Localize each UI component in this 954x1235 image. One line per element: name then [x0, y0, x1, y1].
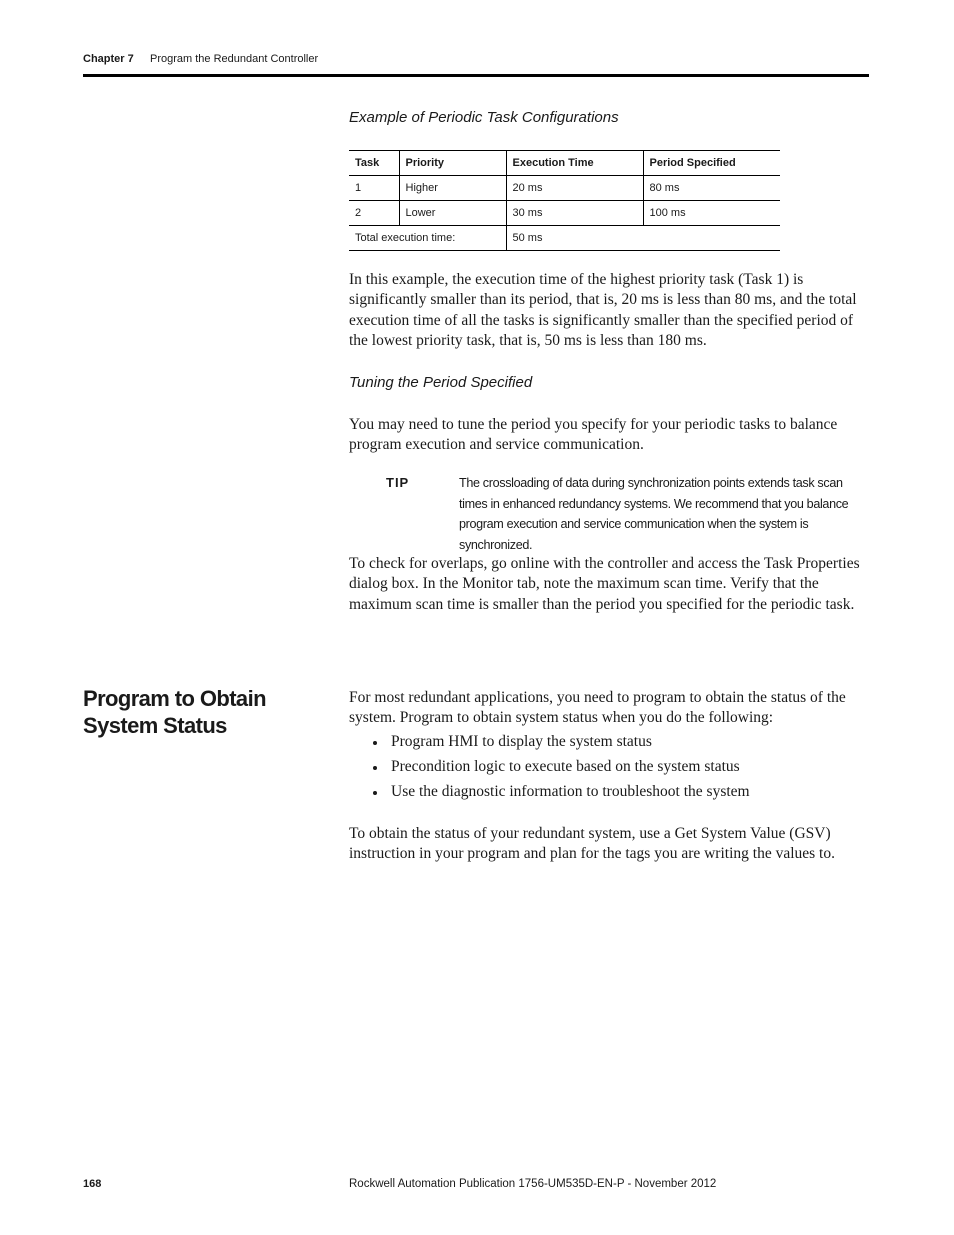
list-item-text: Precondition logic to execute based on the system status — [391, 758, 740, 775]
paragraph-text: For most redundant applications, you need to program to obtain the status of the system. Program to obtain system status when you do the following: — [349, 689, 846, 727]
table-cell: 2 — [349, 201, 399, 226]
paragraph-text: In this example, the execution time of the highest priority task (Task 1) is significantly smaller than its period, that is, 20 ms is less than 80 ms, and the total execution time of all the tasks is significantly smaller than the specified period of the lowest priority task, that is, 50 ms is less than 180 ms. — [349, 271, 857, 349]
total-label: Total execution time: — [349, 226, 506, 251]
paragraph-text: To check for overlaps, go online with the controller and access the Task Properties dialog box. In the Monitor tab, note the maximum scan time. Verify that the maximum scan time is smaller than the period you specified for the periodic task. — [349, 555, 860, 613]
body-paragraph — [349, 415, 869, 456]
table-cell: 20 ms — [506, 176, 643, 201]
col-header-priority: Priority — [399, 151, 506, 176]
paragraph-text: To obtain the status of your redundant system, use a Get System Value (GSV) instruction in your program and plan for the tags you are writing the values to. — [349, 825, 835, 863]
total-value: 50 ms — [506, 226, 780, 251]
bullet-icon — [373, 741, 377, 745]
list-item — [370, 757, 870, 782]
subheading: Tuning the Period Specified — [349, 374, 533, 391]
list-item — [370, 732, 870, 757]
chapter-label: Chapter 7 — [83, 53, 134, 65]
bullet-icon — [373, 791, 377, 795]
publication-info: Rockwell Automation Publication 1756-UM535D-EN-P - November 2012 — [349, 1178, 717, 1190]
table-header-row — [349, 151, 780, 176]
paragraph-text: You may need to tune the period you specify for your periodic tasks to balance program execution and service communication. — [349, 416, 838, 454]
table-row — [349, 201, 780, 226]
body-paragraph — [349, 270, 869, 351]
section-intro — [349, 688, 869, 729]
table-cell: 100 ms — [643, 201, 780, 226]
section-closing — [349, 824, 869, 865]
page-number: 168 — [83, 1178, 102, 1190]
table-cell: Higher — [399, 176, 506, 201]
table-caption: Example of Periodic Task Configurations — [349, 109, 619, 126]
body-paragraph — [349, 554, 869, 615]
section-heading: Program to Obtain System Status — [83, 686, 266, 738]
periodic-task-table — [349, 150, 780, 251]
table-cell: 30 ms — [506, 201, 643, 226]
col-header-period-specified: Period Specified — [643, 151, 780, 176]
table-row — [349, 176, 780, 201]
table-cell: Lower — [399, 201, 506, 226]
list-item — [370, 782, 870, 807]
tip-label: TIP — [386, 475, 410, 490]
chapter-title: Program the Redundant Controller — [150, 53, 319, 65]
header-rule — [83, 74, 869, 77]
bullet-icon — [373, 766, 377, 770]
table-cell: 1 — [349, 176, 399, 201]
list-item-text: Use the diagnostic information to troubleshoot the system — [391, 783, 750, 800]
tip-text: The crossloading of data during synchronization points extends task scan times in enhanced redundancy systems. We recommend that you balance program execution and service communication when the system is synchronized. — [459, 476, 849, 552]
table-cell: 80 ms — [643, 176, 780, 201]
col-header-execution-time: Execution Time — [506, 151, 643, 176]
bullet-list — [370, 732, 870, 807]
table-total-row — [349, 226, 780, 251]
list-item-text: Program HMI to display the system status — [391, 733, 652, 750]
col-header-task: Task — [349, 151, 399, 176]
